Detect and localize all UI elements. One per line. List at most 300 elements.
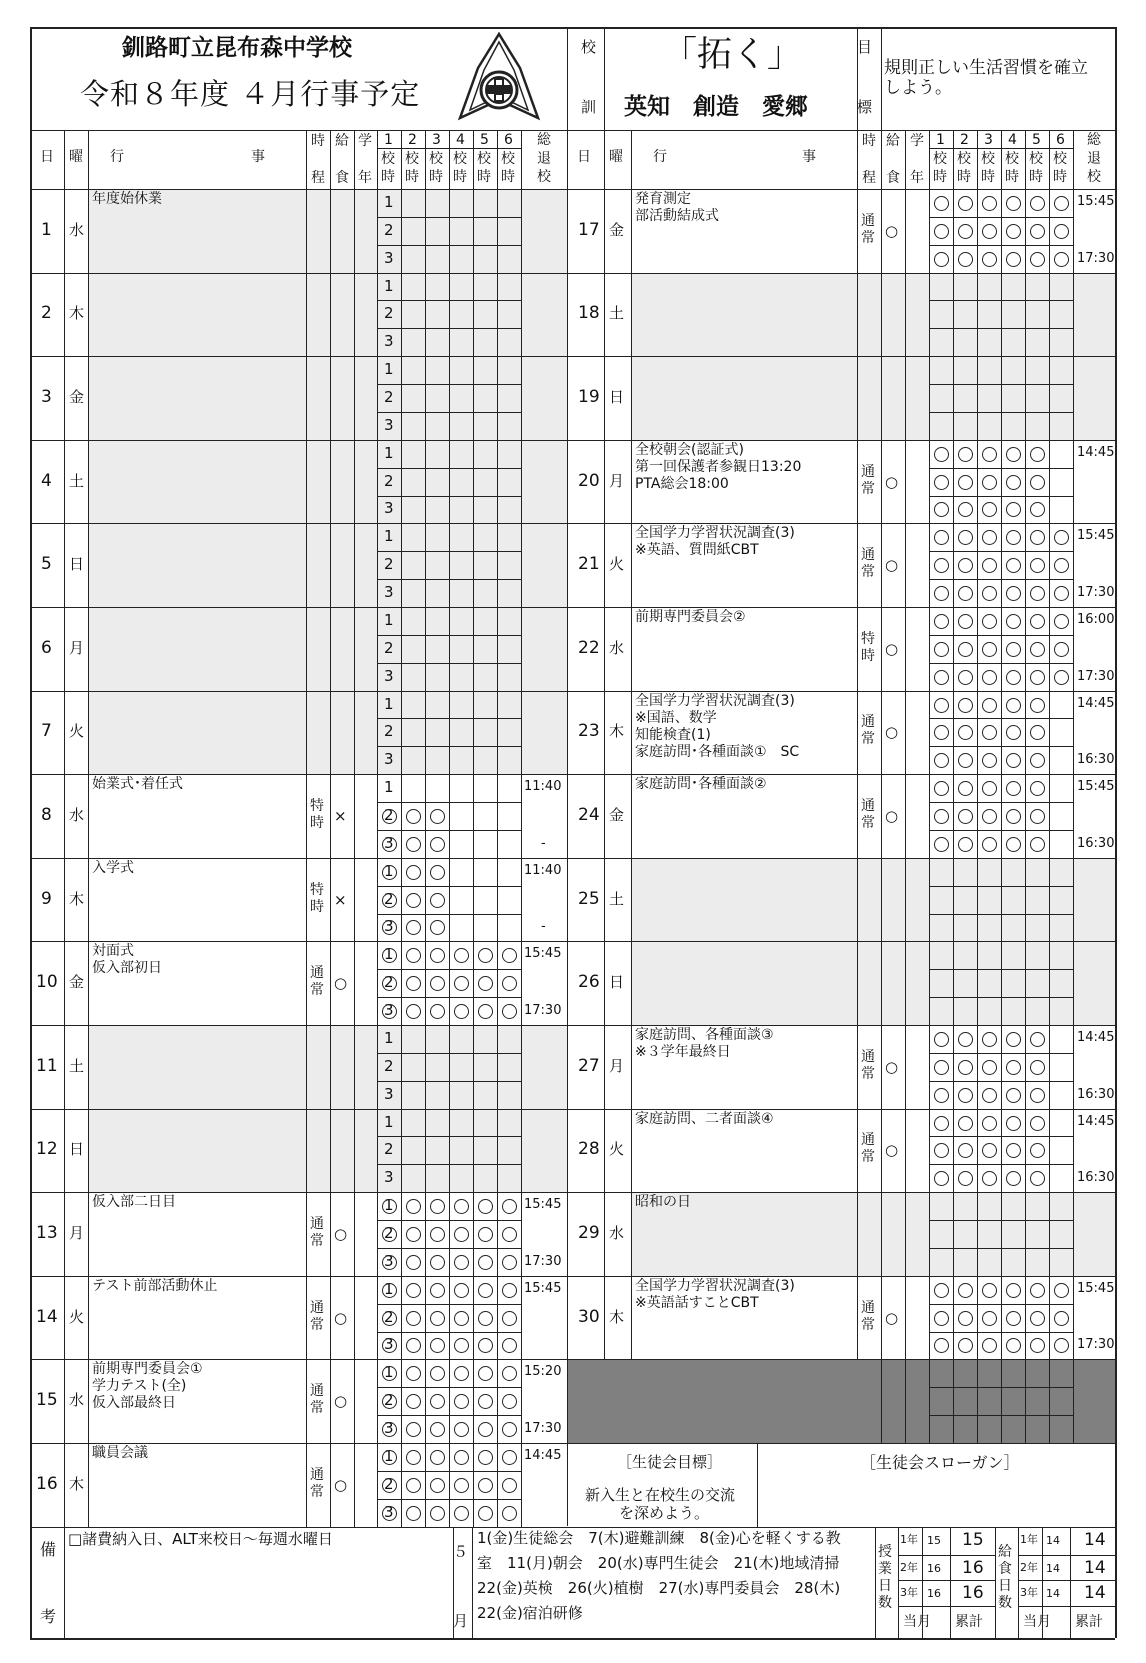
shaded-row <box>89 357 377 440</box>
header-period-5: 5 <box>480 132 489 148</box>
header-period-sub-top: 校 <box>1053 151 1067 167</box>
header-period-6: 6 <box>504 132 513 148</box>
header-weekday: 曜 <box>69 149 83 165</box>
dismiss-time: 15:45 <box>524 946 562 962</box>
circle-mark <box>934 586 949 601</box>
header-bottom-line <box>30 189 567 190</box>
dismiss-time: 17:30 <box>1077 250 1115 266</box>
weekday: 土 <box>69 471 85 490</box>
footer-line <box>1070 1527 1071 1638</box>
grade-number: 2 <box>384 1056 394 1075</box>
circle-mark <box>430 1227 445 1242</box>
circle-mark <box>982 224 997 239</box>
grade-number: 2 <box>384 555 394 574</box>
circle-mark <box>478 1422 493 1437</box>
circle-mark <box>1006 1116 1021 1131</box>
circle-mark <box>382 1474 397 1493</box>
schedule-top: 通 <box>861 212 875 229</box>
shaded-row <box>89 608 377 691</box>
lunch-mark: ○ <box>885 1141 899 1160</box>
circle-mark <box>958 725 973 740</box>
lunch-mark: ○ <box>334 1392 348 1411</box>
circle-mark <box>478 1004 493 1019</box>
circle-mark <box>502 1366 517 1381</box>
dismiss-time: 17:30 <box>1077 668 1115 684</box>
header-dismiss-mid: 退 <box>1087 151 1101 167</box>
column-line <box>929 1359 930 1443</box>
header-lunch-bottom: 食 <box>335 170 349 186</box>
circle-mark <box>982 558 997 573</box>
circle-mark <box>430 1394 445 1409</box>
circle-mark <box>982 447 997 462</box>
circle-mark <box>1054 252 1069 267</box>
circle-mark <box>406 920 421 935</box>
circle-mark <box>1006 1338 1021 1353</box>
circle-mark <box>1030 502 1045 517</box>
circle-mark <box>982 252 997 267</box>
grade-number: 1 <box>384 1028 394 1047</box>
lunch-mark: ○ <box>885 1308 899 1327</box>
day-number: 7 <box>41 721 52 742</box>
circle-mark <box>454 1506 469 1521</box>
grade-number: 1 <box>384 443 394 462</box>
event-text: ※英語、質問紙CBT <box>635 542 759 559</box>
schedule-bottom: 常 <box>861 229 875 246</box>
schedule-top: 通 <box>310 1216 324 1232</box>
circle-mark <box>1006 753 1021 768</box>
lesson-total: 15 <box>962 1529 984 1550</box>
circle-mark <box>406 1255 421 1270</box>
circle-mark <box>1006 502 1021 517</box>
dismiss-time: 15:45 <box>1077 1280 1115 1296</box>
circle-mark <box>430 1255 445 1270</box>
grade-number: 3 <box>384 1084 394 1103</box>
event-text: 全国学力学習状況調査(3) <box>635 525 795 542</box>
circle-mark <box>502 1338 517 1353</box>
circle-mark <box>430 865 445 880</box>
circle-mark <box>406 1283 421 1298</box>
circle-mark <box>1054 586 1069 601</box>
day-number: 5 <box>41 554 52 575</box>
circle-mark <box>982 502 997 517</box>
event-text: 前期専門委員会② <box>635 609 746 625</box>
shaded-row <box>632 274 929 357</box>
schedule-top: 通 <box>310 965 324 982</box>
circle-mark <box>454 1478 469 1493</box>
day-number: 4 <box>41 470 52 491</box>
weekday: 火 <box>609 1140 625 1159</box>
column-line <box>905 130 906 1359</box>
may-label-top: ５ <box>453 1543 469 1561</box>
column-line <box>929 130 930 1359</box>
schedule-top: 通 <box>310 1466 324 1483</box>
circle-mark <box>406 1311 421 1326</box>
may-event-line-3: 22(金)英検 26(火)植樹 27(水)専門委員会 28(木) <box>477 1579 841 1597</box>
event-text: 対面式 <box>92 943 134 960</box>
circle-mark <box>1006 558 1021 573</box>
circle-mark <box>982 586 997 601</box>
day-number: 15 <box>36 1390 58 1411</box>
row-line <box>567 1276 1115 1277</box>
footer-current-label: 当月 <box>903 1613 931 1630</box>
school-emblem-icon <box>456 30 542 125</box>
circle-mark <box>430 837 445 852</box>
event-text: 仮入部初日 <box>92 960 162 977</box>
circle-mark <box>982 1283 997 1298</box>
circle-mark <box>430 920 445 935</box>
footer-row <box>1018 1580 1115 1581</box>
circle-mark <box>406 1199 421 1214</box>
circle-mark <box>982 642 997 657</box>
circle-mark <box>454 1394 469 1409</box>
circle-mark <box>934 725 949 740</box>
lesson-total: 16 <box>962 1557 984 1578</box>
day-number: 21 <box>578 554 600 575</box>
column-line <box>1073 130 1074 1359</box>
grade-number: 1 <box>384 1363 394 1382</box>
may-event-line-2: 室 11(月)朝会 20(水)専門生徒会 21(木)地域清掃 <box>477 1554 840 1572</box>
header-dismiss-top: 総 <box>537 132 551 148</box>
column-line <box>905 1359 906 1443</box>
circle-mark <box>934 642 949 657</box>
circle-mark <box>1030 224 1045 239</box>
header-lunch-bottom: 食 <box>886 170 900 186</box>
grade-number: 2 <box>384 806 394 824</box>
weekday: 木 <box>69 1474 85 1493</box>
circle-mark <box>1006 530 1021 545</box>
day-number: 30 <box>578 1306 600 1327</box>
header-period-sub-bottom: 時 <box>957 169 971 185</box>
circle-mark <box>406 1394 421 1409</box>
grade-number: 3 <box>384 1001 394 1020</box>
circle-mark <box>454 1366 469 1381</box>
frame-top <box>30 27 1115 29</box>
lunch-days-label: 数 <box>998 1594 1012 1611</box>
circle-mark <box>1006 586 1021 601</box>
circle-mark <box>502 1311 517 1326</box>
lunch-mark: ○ <box>885 1057 899 1076</box>
may-event-line-4: 22(金)宿泊研修 <box>477 1604 583 1622</box>
header-grade-top: 学 <box>358 133 372 149</box>
notes-text: □諸費納入日、ALT来校日～毎週水曜日 <box>68 1530 333 1548</box>
grade-number: 2 <box>384 1140 394 1159</box>
header-period-1: 1 <box>936 132 945 148</box>
circle-mark <box>1030 837 1045 852</box>
circle-mark <box>454 1450 469 1465</box>
footer-row <box>1018 1555 1115 1556</box>
circle-mark <box>958 530 973 545</box>
circle-mark <box>934 1283 949 1298</box>
column-line <box>631 130 632 1359</box>
circle-mark <box>382 806 397 824</box>
dismiss-time: 14:45 <box>1077 444 1115 460</box>
dismiss-time: 15:45 <box>1077 194 1115 209</box>
weekday: 日 <box>69 555 85 574</box>
event-text: 知能検査(1) <box>635 726 711 743</box>
circle-mark <box>406 1366 421 1381</box>
circle-mark <box>1030 1338 1045 1353</box>
circle-mark <box>454 1283 469 1298</box>
circle-mark <box>982 781 997 796</box>
shaded-row <box>632 942 929 1025</box>
lesson-total: 16 <box>962 1582 984 1603</box>
header-schedule-bottom: 程 <box>311 170 325 186</box>
grade-number: 2 <box>384 304 394 323</box>
dismiss-time: - <box>541 835 546 851</box>
circle-mark <box>1030 725 1045 740</box>
circle-mark <box>1030 614 1045 629</box>
circle-mark <box>1006 475 1021 490</box>
dismiss-time: 17:30 <box>524 1003 562 1018</box>
circle-mark <box>1030 753 1045 768</box>
circle-mark <box>1030 1283 1045 1298</box>
empty-day-block <box>930 1360 1115 1443</box>
dismiss-time: 15:45 <box>1077 528 1115 544</box>
circle-mark <box>1054 558 1069 573</box>
schedule-top: 通 <box>861 798 875 814</box>
dismiss-time: 15:20 <box>524 1364 562 1380</box>
grade-number: 3 <box>384 499 394 518</box>
circle-mark <box>958 196 973 211</box>
circle-mark <box>406 948 421 963</box>
circle-mark <box>478 1199 493 1214</box>
circle-mark <box>478 1338 493 1353</box>
column-line <box>497 130 498 1527</box>
grade-number: 3 <box>384 415 394 434</box>
header-lunch-top: 給 <box>335 133 349 149</box>
grade-number: 1 <box>384 527 394 546</box>
circle-mark <box>982 1171 997 1186</box>
row-line <box>567 774 1115 775</box>
circle-mark <box>382 833 397 852</box>
schedule-top: 特 <box>310 881 324 898</box>
weekday: 水 <box>609 638 625 657</box>
column-line <box>449 130 450 1527</box>
header-bottom-line <box>567 189 1115 190</box>
column-line <box>88 130 89 1527</box>
circle-mark <box>382 889 397 908</box>
grade-number: 2 <box>384 220 394 239</box>
circle-mark <box>1006 1060 1021 1075</box>
circle-mark <box>406 1004 421 1019</box>
circle-mark <box>958 698 973 713</box>
circle-mark <box>382 917 397 936</box>
dismiss-time: 15:45 <box>524 1280 562 1296</box>
circle-mark <box>982 1088 997 1103</box>
footer-row <box>898 1555 995 1556</box>
grade-number: 2 <box>384 1224 394 1242</box>
header-period-sub-top: 校 <box>1029 151 1043 167</box>
grade-number: 3 <box>384 666 394 685</box>
circle-mark <box>1006 1143 1021 1158</box>
grade-number: 2 <box>384 1391 394 1410</box>
header-period-3: 3 <box>432 132 441 148</box>
circle-mark <box>1054 224 1069 239</box>
column-line <box>1049 1359 1050 1443</box>
weekday: 木 <box>609 1307 625 1326</box>
circle-mark <box>382 1363 397 1382</box>
circle-mark <box>382 1251 397 1270</box>
lesson-days-label: 数 <box>878 1594 892 1611</box>
circle-mark <box>454 948 469 963</box>
circle-mark <box>982 1338 997 1353</box>
weekday: 金 <box>69 973 85 992</box>
schedule-bottom: 常 <box>310 1316 324 1333</box>
circle-mark <box>934 1143 949 1158</box>
header-period-4: 4 <box>456 132 465 148</box>
weekday: 月 <box>609 471 625 490</box>
kokun-label-bottom: 訓 <box>581 98 597 116</box>
header-period-sub-top: 校 <box>381 151 395 167</box>
circle-mark <box>406 1227 421 1242</box>
schedule-bottom: 常 <box>310 1400 324 1417</box>
grade-number: 2 <box>384 1474 394 1493</box>
weekday: 日 <box>69 1140 85 1159</box>
school-name: 釧路町立昆布森中学校 <box>122 35 352 61</box>
footer-row <box>898 1580 995 1581</box>
grade-number: 1 <box>384 694 394 713</box>
header-grade-bottom: 年 <box>358 170 372 186</box>
weekday: 木 <box>69 889 85 908</box>
circle-mark <box>502 1255 517 1270</box>
circle-mark <box>982 1032 997 1047</box>
lunch-mark: ○ <box>885 639 899 658</box>
header-period-1: 1 <box>384 132 393 148</box>
shaded-row <box>89 1026 377 1109</box>
dismiss-time: 16:30 <box>1077 1170 1115 1186</box>
column-line <box>1001 130 1002 1359</box>
dismiss-time: 14:45 <box>524 1448 562 1463</box>
header-vline <box>857 27 858 130</box>
header-period-sub-bottom: 時 <box>1005 169 1019 185</box>
shaded-row <box>89 692 377 775</box>
circle-mark <box>406 1422 421 1437</box>
circle-mark <box>1030 642 1045 657</box>
circle-mark <box>958 837 973 852</box>
circle-mark <box>1030 196 1045 211</box>
dismiss-time: 17:30 <box>1077 1337 1115 1353</box>
circle-mark <box>502 1227 517 1242</box>
circle-mark <box>502 1506 517 1521</box>
weekday: 火 <box>69 722 85 741</box>
weekday: 日 <box>609 388 625 406</box>
header-period-5: 5 <box>1032 132 1041 148</box>
weekday: 水 <box>69 220 85 239</box>
header-period-sub-bottom: 時 <box>453 169 467 185</box>
circle-mark <box>1006 642 1021 657</box>
shaded-row <box>89 274 377 357</box>
shaded-row <box>89 524 377 607</box>
circle-mark <box>934 1032 949 1047</box>
circle-mark <box>478 1450 493 1465</box>
schedule-bottom: 常 <box>861 1065 875 1082</box>
dismiss-time: 17:30 <box>524 1421 562 1436</box>
day-number: 10 <box>36 972 58 993</box>
circle-mark <box>958 1116 973 1131</box>
lunch-days-label: 日 <box>998 1577 1012 1594</box>
day-number: 25 <box>578 888 600 909</box>
lunch-grade: 2年 <box>1020 1560 1038 1574</box>
header-vline <box>881 27 882 130</box>
footer-total-label: 累計 <box>955 1613 983 1630</box>
circle-mark <box>454 1422 469 1437</box>
circle-mark <box>934 698 949 713</box>
shaded-row <box>930 1193 1115 1276</box>
grade-number: 1 <box>384 861 394 880</box>
circle-mark <box>934 502 949 517</box>
weekday: 土 <box>69 1056 85 1075</box>
header-period-6: 6 <box>1056 132 1065 148</box>
schedule-bottom: 常 <box>861 480 875 497</box>
circle-mark <box>1030 698 1045 713</box>
circle-mark <box>982 725 997 740</box>
day-number: 23 <box>578 721 600 742</box>
grade-number: 3 <box>384 750 394 769</box>
header-grade-bottom: 年 <box>910 170 924 186</box>
circle-mark <box>1030 558 1045 573</box>
circle-mark <box>454 1311 469 1326</box>
circle-mark <box>934 1060 949 1075</box>
schedule-top: 通 <box>861 1299 875 1316</box>
grade-number: 1 <box>384 1279 394 1298</box>
header-grade-top: 学 <box>910 133 924 149</box>
dismiss-time: 15:45 <box>1077 779 1115 795</box>
dismiss-time: 14:45 <box>1077 1030 1115 1045</box>
grade-number: 1 <box>384 192 394 211</box>
footer-line <box>64 1527 65 1638</box>
circle-mark <box>934 447 949 462</box>
empty-day-block <box>568 1360 881 1443</box>
circle-mark <box>1054 614 1069 629</box>
grade-number: 1 <box>384 276 394 295</box>
schedule-bottom: 時 <box>310 815 324 831</box>
day-number: 29 <box>578 1223 600 1243</box>
circle-mark <box>430 1004 445 1019</box>
circle-mark <box>982 1060 997 1075</box>
circle-mark <box>382 1502 397 1521</box>
day-number: 19 <box>578 387 600 407</box>
circle-mark <box>478 1366 493 1381</box>
circle-mark <box>430 1450 445 1465</box>
circle-mark <box>934 753 949 768</box>
circle-mark <box>430 948 445 963</box>
circle-mark <box>934 614 949 629</box>
circle-mark <box>1006 1088 1021 1103</box>
circle-mark <box>982 1143 997 1158</box>
circle-mark <box>430 1338 445 1353</box>
header-period-sub-bottom: 時 <box>405 169 419 185</box>
grade-number: 2 <box>384 973 394 992</box>
column-line <box>1025 1359 1026 1443</box>
circle-mark <box>406 1450 421 1465</box>
event-text: 第一回保護者参観日13:20 <box>635 458 802 475</box>
circle-mark <box>454 1199 469 1214</box>
circle-mark <box>1030 1116 1045 1131</box>
schedule-top: 通 <box>861 547 875 564</box>
lunch-mark: ○ <box>885 221 899 240</box>
schedule-bottom: 常 <box>310 1233 324 1249</box>
circle-mark <box>1006 1311 1021 1326</box>
circle-mark <box>1054 642 1069 657</box>
row-line <box>30 1443 567 1444</box>
schedule-bottom: 時 <box>310 898 324 915</box>
circle-mark <box>382 1391 397 1410</box>
header-period-sub-top: 校 <box>453 151 467 167</box>
circle-mark <box>502 976 517 991</box>
lunch-total: 14 <box>1084 1582 1106 1603</box>
day-number: 16 <box>36 1473 58 1494</box>
header-dismiss-top: 総 <box>1087 132 1101 148</box>
